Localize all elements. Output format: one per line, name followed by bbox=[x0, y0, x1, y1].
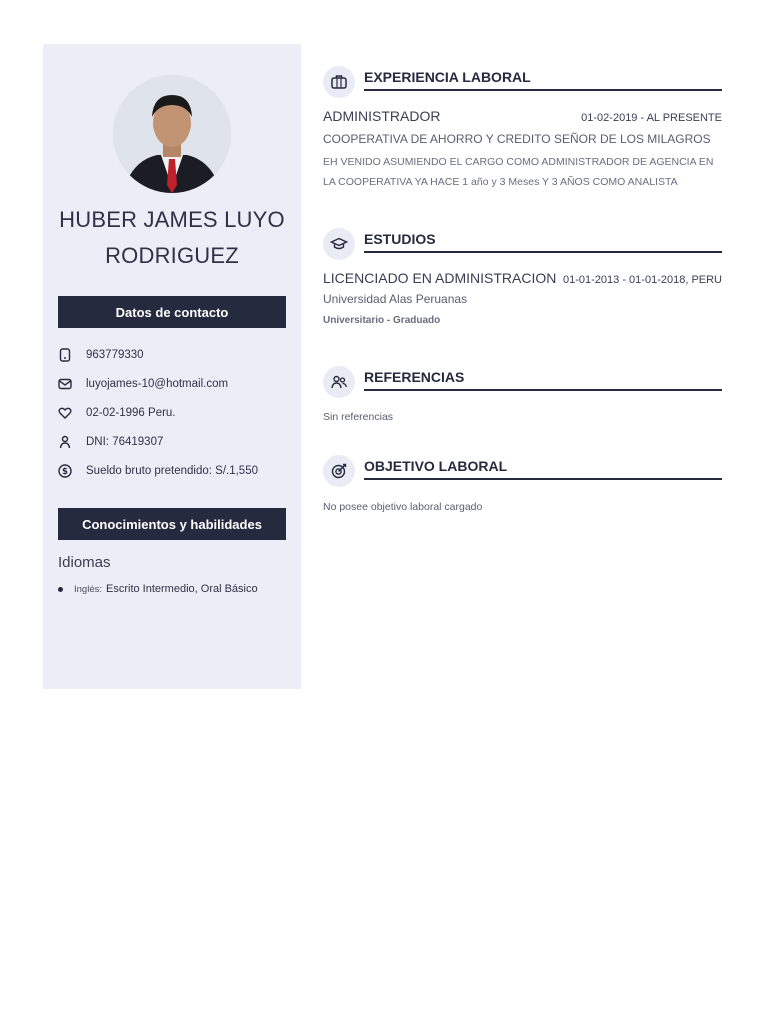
skills-header: Conocimientos y habilidades bbox=[58, 508, 286, 540]
candidate-name: HUBER JAMES LUYO RODRIGUEZ bbox=[59, 207, 285, 268]
contact-header: Datos de contacto bbox=[58, 296, 286, 328]
job-description: EH VENIDO ASUMIENDO EL CARGO COMO ADMINISTRADOR DE AGENCIA EN LA COOPERATIVA YA HACE 1 año y 3 Meses Y 3 AÑOS COMO ANALISTA bbox=[323, 156, 714, 188]
references-text: Sin referencias bbox=[323, 411, 394, 423]
contact-phone bbox=[58, 340, 288, 369]
experience-title: EXPERIENCIA LABORAL bbox=[364, 69, 531, 85]
contact-birth bbox=[58, 398, 288, 427]
heart-icon bbox=[58, 406, 72, 420]
contact-list bbox=[58, 340, 288, 485]
contact-salary-text: Sueldo bruto pretendido: S/.1,550 bbox=[86, 464, 258, 477]
experience-section bbox=[323, 66, 722, 192]
language-item bbox=[58, 583, 258, 595]
graduation-cap-icon bbox=[323, 228, 355, 260]
experience-divider bbox=[364, 89, 722, 91]
contact-salary bbox=[58, 456, 288, 485]
objective-title: OBJETIVO LABORAL bbox=[364, 458, 508, 474]
education-header bbox=[323, 228, 722, 262]
job-row bbox=[323, 108, 722, 124]
contact-dni-text: DNI: 76419307 bbox=[86, 435, 164, 448]
contact-birth-text: 02-02-1996 Peru. bbox=[86, 406, 176, 419]
bullet-icon bbox=[58, 587, 63, 592]
job-dates: 01-02-2019 - AL PRESENTE bbox=[581, 112, 722, 124]
objective-divider bbox=[364, 478, 722, 480]
contact-dni bbox=[58, 427, 288, 456]
mail-icon bbox=[58, 377, 72, 391]
language-level: Escrito Intermedio, Oral Básico bbox=[106, 583, 258, 595]
experience-header bbox=[323, 66, 722, 100]
avatar bbox=[113, 75, 231, 193]
phone-icon bbox=[58, 348, 72, 362]
objective-header bbox=[323, 455, 722, 489]
svg-text:$: $ bbox=[62, 466, 68, 477]
job-company: COOPERATIVA DE AHORRO Y CREDITO SEÑOR DE LOS MILAGROS bbox=[323, 132, 711, 146]
sidebar bbox=[43, 44, 301, 689]
person-icon bbox=[58, 435, 72, 449]
education-section bbox=[323, 228, 722, 326]
contact-phone-text: 963779330 bbox=[86, 348, 144, 361]
objective-text: No posee objetivo laboral cargado bbox=[323, 501, 483, 513]
language-name: Inglés: bbox=[74, 583, 102, 595]
target-icon bbox=[323, 455, 355, 487]
references-title: REFERENCIAS bbox=[364, 369, 465, 385]
institution-name: Universidad Alas Peruanas bbox=[323, 292, 468, 306]
degree-name: LICENCIADO EN ADMINISTRACION bbox=[323, 270, 557, 286]
job-position: ADMINISTRADOR bbox=[323, 108, 441, 124]
dollar-icon bbox=[58, 464, 72, 478]
degree-dates: 01-01-2013 - 01-01-2018, PERU bbox=[563, 274, 722, 286]
education-status: Universitario - Graduado bbox=[323, 315, 441, 326]
languages-title: Idiomas bbox=[58, 554, 111, 571]
people-icon bbox=[323, 366, 355, 398]
references-divider bbox=[364, 389, 722, 391]
objective-section bbox=[323, 455, 722, 513]
references-section bbox=[323, 366, 722, 423]
briefcase-icon bbox=[323, 66, 355, 98]
contact-email-text: luyojames-10@hotmail.com bbox=[86, 377, 229, 390]
references-header bbox=[323, 366, 722, 400]
education-divider bbox=[364, 251, 722, 253]
degree-row bbox=[323, 270, 722, 286]
education-title: ESTUDIOS bbox=[364, 231, 436, 247]
contact-email bbox=[58, 369, 288, 398]
